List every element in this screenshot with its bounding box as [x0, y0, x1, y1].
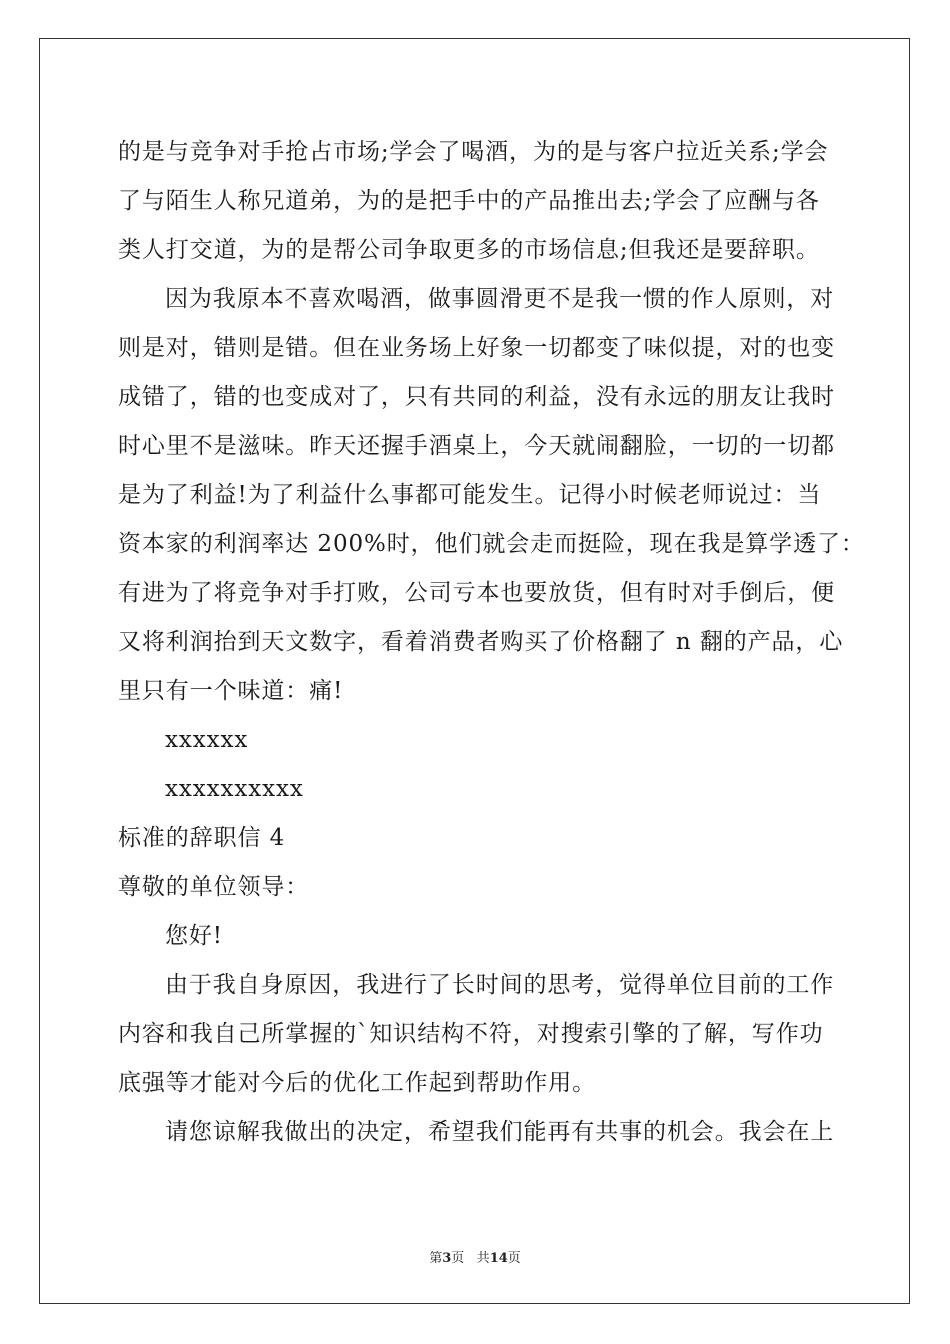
text-line: 时心里不是滋味。昨天还握手酒桌上，今天就闹翻脸，一切的一切都: [118, 433, 835, 459]
total-pages: 14: [489, 1251, 508, 1266]
text-line: 底强等才能对今后的优化工作起到帮助作用。: [118, 1070, 596, 1096]
page-suffix: 页: [451, 1251, 465, 1266]
greeting: 您好!: [165, 923, 223, 949]
text-line: 了与陌生人称兄道弟，为的是把手中的产品推出去;学会了应酬与各: [118, 188, 820, 214]
text-line: 的是与竞争对手抢占市场;学会了喝酒，为的是与客户拉近关系;学会: [118, 139, 829, 165]
page-number: 3: [442, 1251, 452, 1266]
text-line: 因为我原本不喜欢喝酒，做事圆滑更不是我一惯的作人原则，对: [165, 286, 835, 312]
text-line: 请您谅解我做出的决定，希望我们能再有共事的机会。我会在上: [165, 1119, 835, 1145]
text-line: 资本家的利润率达 200%时，他们就会走而挺险，现在我是算学透了：: [118, 531, 865, 557]
total-suffix: 页: [507, 1251, 521, 1266]
document-body: [118, 128, 865, 1157]
salutation: 尊敬的单位领导：: [118, 874, 310, 900]
text-line: 则是对，错则是错。但在业务场上好象一切都变了味似提，对的也变: [118, 335, 835, 361]
text-line: 又将利润抬到天文数字，看着消费者购买了价格翻了 n 翻的产品，心: [118, 629, 844, 655]
signature-name: xxxxxx: [165, 727, 249, 753]
text-line: 有进为了将竞争对手打败，公司亏本也要放货，但有时对手倒后，便: [118, 580, 835, 606]
total-prefix: 共: [476, 1251, 490, 1266]
text-line: 内容和我自己所掌握的`知识结构不符，对搜索引擎的了解，写作功: [118, 1021, 824, 1047]
page-prefix: 第: [429, 1251, 443, 1266]
signature-date: xxxxxxxxxx: [165, 776, 304, 802]
page-footer: [0, 1247, 950, 1266]
text-line: 成错了，错的也变成对了，只有共同的利益，没有永远的朋友让我时: [118, 384, 835, 410]
section-title: 标准的辞职信 4: [118, 825, 286, 851]
text-line: 是为了利益!为了利益什么事都可能发生。记得小时候老师说过：当: [118, 482, 822, 508]
text-line: 由于我自身原因，我进行了长时间的思考，觉得单位目前的工作: [165, 972, 835, 998]
text-line: 里只有一个味道：痛!: [118, 678, 344, 704]
text-line: 类人打交道，为的是帮公司争取更多的市场信息;但我还是要辞职。: [118, 237, 820, 263]
